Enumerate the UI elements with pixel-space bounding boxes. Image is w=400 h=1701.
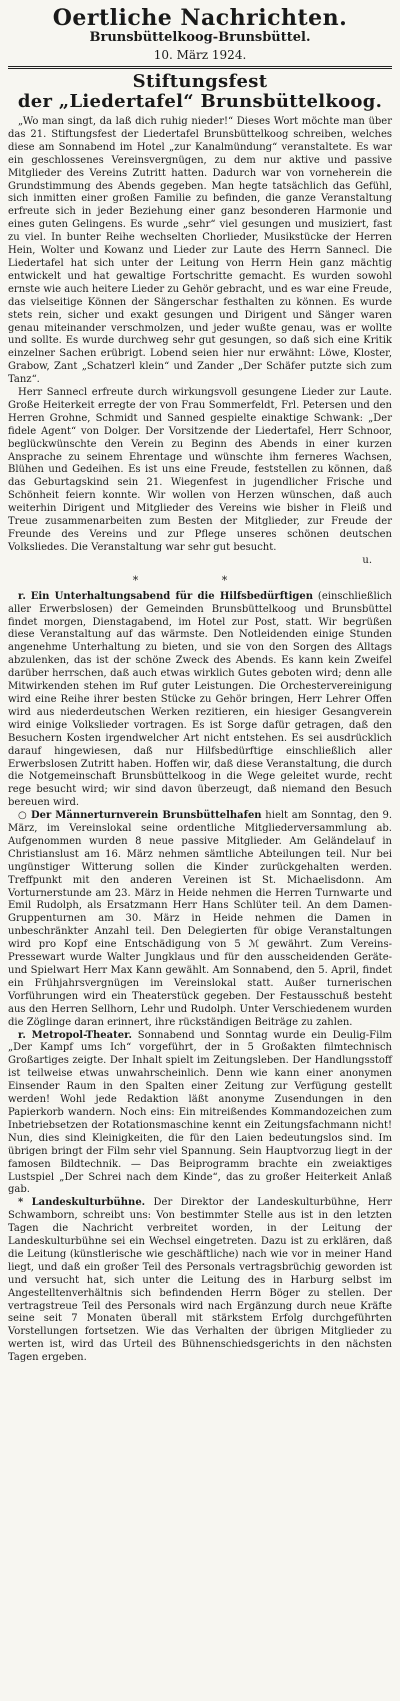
item-mark: r. [18,590,26,602]
section-title: Oertliche Nachrichten. [52,5,348,31]
item-text: (einschließlich aller Erwerbslosen) der Gemeinden Brunsbüttelkoog und Brunsbüttel findet morgen, Dienstagabend, im Hotel zur Post, statt. Wir begrüßen diese Veranstaltung auf das wärmste. Den Notleidenden einige Stunden angenehme Unterhaltung zu bieten, und sie von den Sorgen des Alltags abzulenken, das ist der schöne Zweck des Abends. Es kann kein Zweifel darüber herrschen, daß auch etwas wirklich Gutes geboten wird; denn alle Mitwirkenden stehen im Ruf guter Leistungen. Die Orchestervereinigung wird eine Reihe ihrer besten Stücke zu Gehör bringen, Herr Lehrer Offen wird aus niederdeutschen Werken rezitieren, ein hiesiger Gesangverein wird einige Volkslieder vortragen. Es ist Sorge dafür getragen, daß den Besuchern Kosten irgendwelcher Art nicht entstehen. Es sei ausdrücklich darauf hingewiesen, daß nur Hilfsbedürftige einschließlich aller Erwerbslosen Zutritt haben. Hoffen wir, daß diese Veranstaltung, die durch die Notgemeinschaft Brunsbüttelkoog in die Wege geleitet wurde, recht rege besucht wird; wir sind davon überzeugt, daß niemand den Besuch bereuen wird. [8,590,392,809]
item-text: hielt am Sonntag, den 9. März, im Vereinslokal seine ordentliche Mitgliederversammlung ab. Aufgenommen wurden 8 neue passive Mitglieder. Am Geländelauf in Christianslust am 16. März nehmen sämtliche Abteilungen teil. Nur bei ungünstiger Witterung sollen die Kinder zurückgehalten werden. Treffpunkt mit den anderen Vereinen ist St. Michaelisdonn. Am Vorturnerstunde am 23. März in Heide nehmen die Herren Turnwarte und Emil Rudolph, als Ersatzmann Herr Hans Schlüter teil. An dem Damen-Gruppenturnen am 30. März in Heide nehmen die Damen in unbeschränkter Anzahl teil. Den Delegierten für obige Veranstaltungen wird pro Kopf eine Entschädigung von 5 ℳ gewährt. Zum Vereins-Pressewart wurde Walter Jungklaus und für den ausscheidenden Geräte- und Spielwart Herr Max Kann gewählt. Am Sonnabend, den 5. April, findet ein Frühjahrsvergnügen im Vereinslokal statt. Außer turnerischen Vorführungen wird ein Theaterstück gegeben. Der Festausschuß besteht aus den Herren Sellhorn, Lehr und Rudolph. Unter Verschiedenem wurden die Zöglinge daran erinnert, ihre rückständigen Beiträge zu zahlen. [8,810,392,1028]
item-text: Der Direktor der Landeskulturbühne, Herr Schwamborn, schreibt uns: Von bestimmter Stelle aus ist in den letzten Tagen die Nachricht verbreitet worden, in der Leitung der Landeskulturbühne sei ein Wechsel eingetreten. Dazu ist zu erklären, daß die Leitung (künstlerische wie geschäftliche) nach wie vor in meiner Hand liegt, und daß ein großer Teil des Personals vertragsbrüchig geworden ist und versucht hat, sich unter die Leitung des in Harburg selbst im Angestelltenverhältnis sich befindenden Herrn Böger zu stellen. Der vertragstreue Teil des Personals wird nach Ergänzung durch neue Kräfte seine seit 7 Monaten überall mit stärkstem Erfolg durchgeführten Vorstellungen fortsetzen. Wie das Verhalten der übrigen Mitglieder zu werten ist, wird das Urteil des Bühnenschiedsgerichts in den nächsten Tagen ergeben. [8,1197,392,1364]
headline-line-1: Stiftungsfest [132,71,268,92]
section-separator: * * [132,573,268,587]
news-item-maennerturnverein [8,810,392,1029]
paragraph: „Wo man singt, da laß dich ruhig nieder!“ Dieses Wort möchte man über das 21. Stiftungsfest der Liedertafel Brunsbüttelkoog schreiben, welches diese am Sonnabend im Hotel „zur Kanalmündung“ veranstaltete. Es war ein geschlossenes Vereinsvergnügen, zu dem nur aktive und passive Mitglieder des Vereins Zutritt hatten. Dadurch war von vorneherein die Grundstimmung des Abends gegeben. Man hegte tatsächlich das Gefühl, sich inmitten einer großen Familie zu befinden, die ganze Veranstaltung erfreute sich in jeder Beziehung einer ganz besonderen Harmonie und eines guten Gelingens. Es wurde „sehr“ viel gesungen und musiziert, fast zu viel. In bunter Reihe wechselten Chorlieder, Musikstücke der Herren Hein, Wolter und Kowanz und Lieder zur Laute des Herrn Sannecl. Die Liedertafel hat sich unter der Leitung von Herrn Hein ganz mächtig entwickelt und hat gewaltige Fortschritte gemacht. Es wurden sowohl ernste wie auch heitere Lieder zu Gehör gebracht, und es war eine Freude, das vielseitige Können der Sängerschar festhalten zu können. Es wurde stets rein, sicher und exakt gesungen und Dirigent und Sänger waren genau miteinander verschmolzen, und jeder wußte genau, was er wollte und sollte. Es wurde durchweg sehr gut gesungen, so daß sich eine Kritik einzelner Sachen erübrigt. Lobend seien hier nur erwähnt: Löwe, Kloster, Grabow, Zant „Schatzerl klein“ und Zander „Der Schäfer putzte sich zum Tanz“. [8,116,392,386]
paragraph: Herr Sannecl erfreute durch wirkungsvoll gesungene Lieder zur Laute. Große Heiterkeit erregte der von Frau Sommerfeldt, Frl. Petersen und den Herren Grohne, Schmidt und Sanned gespielte einaktige Schwank: „Der fidele Agent“ von Dolger. Der Vorsitzende der Liedertafel, Herr Schnoor, beglückwünschte den Verein zu Beginn des Abends in einer kurzen Ansprache zu seinem Ehrentage und wünschte ihm ferneres Wachsen, Blühen und Gedeihen. Es ist uns eine Freude, feststellen zu können, daß das Geburtagskind sein 21. Wiegenfest in jugendlicher Frische und Schönheit feiern konnte. Wir wollen von Herzen wünschen, daß auch weiterhin Dirigent und Mitglieder des Vereins wie bisher in Fleiß und Treue zusammenarbeiten zum Besten der Mitglieder, zur Freude der Freunde des Vereins und zur Pflege unseres schönen deutschen Volksliedes. Die Veranstaltung war sehr gut besucht. [8,387,392,553]
news-items [8,591,392,1365]
item-title: Metropol-Theater. [31,1029,132,1041]
author-signature: u. [362,554,372,566]
news-item-landeskulturbuehne [8,1197,392,1365]
headline-line-2: der „Liedertafel“ Brunsbüttelkoog. [17,91,383,112]
item-mark: * [18,1197,24,1209]
masthead-divider [8,66,392,69]
news-item-metropol-theater [8,1030,392,1198]
item-title: Ein Unterhaltungsabend für die Hilfsbedürftigen [30,590,314,602]
item-title: Landeskulturbühne. [31,1197,146,1209]
issue-date: 10. März 1924. [153,48,247,62]
article-liedertafel [8,116,392,568]
news-item-unterhaltungsabend [8,591,392,810]
item-mark: ○ [18,810,28,822]
masthead [8,6,392,63]
article-headline [8,72,392,112]
item-title: Der Männerturnverein Brunsbüttelhafen [30,810,262,822]
item-text: Sonnabend und Sonntag wurde ein Deulig-Film „Der Kampf ums Ich“ vorgeführt, der in 5 Großakten filmtechnisch Großartiges zeigte. Der Inhalt spielt im Zeitungsleben. Der Handlungsstoff ist teilweise etwas unwahrscheinlich. Denn wie kann einer anonymen Einsender Raum in den Spalten einer Zeitung zur Verfügung gestellt werden! Wohl jede Redaktion läßt anonyme Zusendungen in den Papierkorb wandern. Noch eins: Ein mitreißendes Kommandozeichen zum Inbetriebsetzen der Rotationsmaschine kennt ein Zeitungsfachmann nicht! Nun, dies sind Kleinigkeiten, die für den Laien bedeutungslos sind. Im übrigen bringt der Film sehr viel Spannung. Sein Hauptvorzug liegt in der famosen Bildtechnik. — Das Beiprogramm brachte ein zweiaktiges Lustspiel „Der Schrei nach dem Kinde“, das zu großer Heiterkeit Anlaß gab. [8,1029,392,1196]
item-mark: r. [18,1029,26,1041]
section-subtitle: Brunsbüttelkoog-Brunsbüttel. [89,30,311,45]
